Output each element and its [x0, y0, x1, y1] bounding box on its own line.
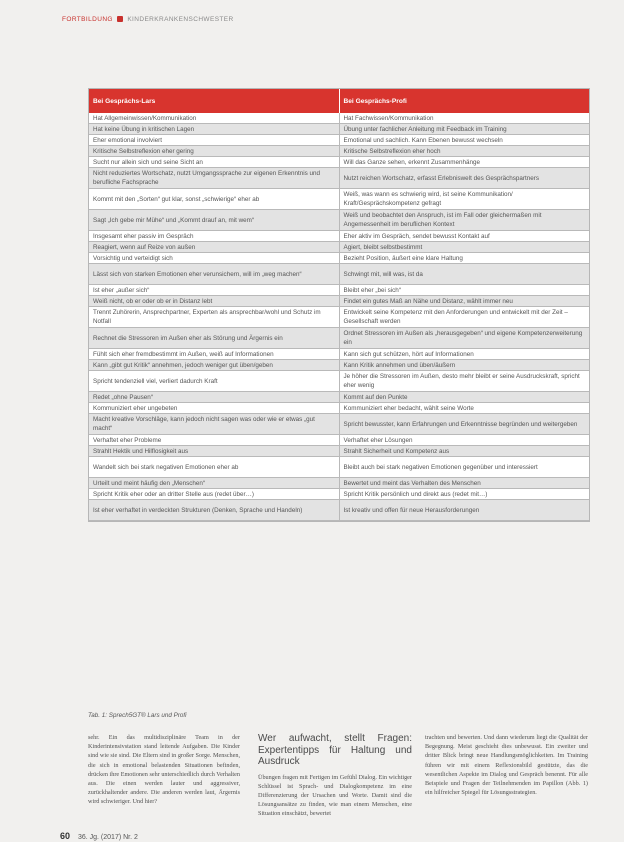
cell-lars: Hat keine Übung in kritischen Lagen	[89, 124, 339, 135]
table-row	[89, 489, 589, 500]
cell-profi: Kann sich gut schützen, hört auf Informationen	[339, 349, 589, 360]
cell-lars: Fühlt sich eher fremdbestimmt im Außen, weiß auf Informationen	[89, 349, 339, 360]
cell-profi: Nutzt reichen Wortschatz, erfasst Erlebniswelt des Gesprächspartners	[339, 168, 589, 189]
cell-lars: Nicht reduziertes Wortschatz, nutzt Umgangssprache zur eigenen Erkenntnis und berufliche Fachsprache	[89, 168, 339, 189]
header-journal: KINDERKRANKENSCHWESTER	[127, 16, 234, 23]
page-footer	[60, 831, 138, 841]
cell-profi: Strahlt Sicherheit und Kompetenz aus	[339, 446, 589, 457]
cell-lars: Weiß nicht, ob er oder ob er in Distanz lebt	[89, 296, 339, 307]
cell-profi: Schwingt mit, will was, ist da	[339, 264, 589, 285]
cell-lars: Ist eher „außer sich“	[89, 285, 339, 296]
page-number: 60	[60, 831, 71, 841]
cell-profi: Bleibt auch bei stark negativen Emotionen gegenüber und interessiert	[339, 457, 589, 478]
cell-profi: Findet ein gutes Maß an Nähe und Distanz, wählt immer neu	[339, 296, 589, 307]
cell-profi: Weiß, was wann es schwierig wird, ist seine Kommunikation/ Kraft/Gesprächskompetenz gefragt	[339, 189, 589, 210]
cell-lars: Spricht tendenziell viel, verliert dadurch Kraft	[89, 371, 339, 392]
cell-lars: Kritische Selbstreflexion eher gering	[89, 146, 339, 157]
comparison-table	[88, 88, 590, 522]
cell-lars: Sagt „Ich gebe mir Mühe“ und „Kommt drauf an, mit wem“	[89, 210, 339, 231]
body-column-2-text: Übungen fragen mit Fertigen im Gefühl Dialog. Ein wichtiger Schlüssel ist Sprach- und Dialogkompetenz im eine Differenzierung der Ursachen und Worte. Damit sind die Lösungsansätze zu finden, wie man einem Menschen, eine Situation einschätzt, bewertet	[258, 773, 412, 818]
table-row	[89, 403, 589, 414]
running-header	[62, 16, 234, 23]
table-row	[89, 253, 589, 264]
body-column-2	[258, 733, 412, 819]
cell-profi: Verhaftet eher Lösungen	[339, 435, 589, 446]
table-row	[89, 307, 589, 328]
cell-lars: Wandelt sich bei stark negativen Emotionen eher ab	[89, 457, 339, 478]
cell-profi: Kommt auf den Punkte	[339, 392, 589, 403]
table-row	[89, 435, 589, 446]
table-row	[89, 124, 589, 135]
cell-lars: Kommuniziert eher ungebeten	[89, 403, 339, 414]
logo-icon	[117, 16, 123, 22]
table-row	[89, 457, 589, 478]
cell-lars: Insgesamt eher passiv im Gespräch	[89, 231, 339, 242]
cell-lars: Eher emotional involviert	[89, 135, 339, 146]
cell-profi: Spricht Kritik persönlich und direkt aus (redet mit…)	[339, 489, 589, 500]
table-row	[89, 500, 589, 521]
table-row	[89, 113, 589, 124]
cell-lars: Trennt Zuhörerin, Ansprechpartner, Experten als ansprechbar/wohl und Schutz im Notfall	[89, 307, 339, 328]
cell-profi: Bezieht Position, äußert eine klare Haltung	[339, 253, 589, 264]
cell-profi: Kritische Selbstreflexion eher hoch	[339, 146, 589, 157]
cell-profi: Will das Ganze sehen, erkennt Zusammenhänge	[339, 157, 589, 168]
cell-lars: Kommt mit den „Sorten“ gut klar, sonst „schwierige“ eher ab	[89, 189, 339, 210]
cell-profi: Übung unter fachlicher Anleitung mit Feedback im Training	[339, 124, 589, 135]
column-header: Bei Gesprächs-Profi	[339, 89, 589, 113]
cell-lars: Redet „ohne Pausen“	[89, 392, 339, 403]
cell-lars: Reagiert, wenn auf Reize von außen	[89, 242, 339, 253]
table-row	[89, 135, 589, 146]
cell-lars: Lässt sich von starken Emotionen eher verunsichern, will im „weg machen“	[89, 264, 339, 285]
cell-lars: Spricht Kritik eher oder an dritter Stelle aus (redet über…)	[89, 489, 339, 500]
body-column-1: sehr. Ein das multidisziplinäre Team in der Kinderintensivstation stand leitende Aufgaben. Die Kinder sind wie sie sind. Die Eltern sind in großer Sorge. Menschen, die sich in emotional belastenden Situationen befinden, drücken ihre Emotionen sehr unterschiedlich durch Verhalten aus. Die einen werden lauter und aggressiver, zurückhaltender andere. Die anderen werden laut, Ärgernis wird schwieriger. Und hier?	[88, 734, 240, 806]
cell-lars: Urteilt und meint häufig den „Menschen“	[89, 478, 339, 489]
cell-profi: Spricht bewusster, kann Erfahrungen und Erkenntnisse begründen und weitergeben	[339, 414, 589, 435]
cell-profi: Bleibt eher „bei sich“	[339, 285, 589, 296]
table-row	[89, 349, 589, 360]
cell-lars: Hat Allgemeinwissen/Kommunikation	[89, 113, 339, 124]
cell-profi: Hat Fachwissen/Kommunikation	[339, 113, 589, 124]
table-row	[89, 328, 589, 349]
cell-profi: Agiert, bleibt selbstbestimmt	[339, 242, 589, 253]
cell-profi: Emotional und sachlich. Kann Ebenen bewusst wechseln	[339, 135, 589, 146]
table-caption: Tab. 1: Sprech5GT® Lars und Profi	[88, 712, 187, 719]
table-header-row	[89, 89, 589, 113]
cell-profi: Kann Kritik annehmen und üben/äußern	[339, 360, 589, 371]
cell-profi: Kommuniziert eher bedacht, wählt seine Worte	[339, 403, 589, 414]
table-row	[89, 189, 589, 210]
cell-profi: Eher aktiv im Gespräch, sendet bewusst Kontakt auf	[339, 231, 589, 242]
cell-lars: Verhaftet eher Probleme	[89, 435, 339, 446]
body-column-3: trachten und bewerten. Und dann wiederum liegt die Qualität der Begegnung. Meist geschieht dies unbewusst. Ein zweiter und dritter Blick bringt neue Handlungsmöglichkeiten. Im Training führen wir mit einem Reflexionsbild gestützte, das die wesentlichen Aspekte im Dialog und Gespräch benennt. Für alle Beispiele und Fragen der Teilnehmenden im Papillon (Abb. 1) ein hilfreicher Spiegel für Lösungsstrategien.	[425, 734, 588, 797]
section-heading: Wer aufwacht, stellt Fragen: Expertentipps für Haltung und Ausdruck	[258, 733, 412, 767]
cell-lars: Ist eher verhaftet in verdeckten Strukturen (Denken, Sprache und Handeln)	[89, 500, 339, 521]
table-row	[89, 231, 589, 242]
table-row	[89, 392, 589, 403]
cell-lars: Kann „gibt gut Kritik“ annehmen, jedoch weniger gut üben/geben	[89, 360, 339, 371]
table-row	[89, 285, 589, 296]
cell-lars: Vorsichtig und verteidigt sich	[89, 253, 339, 264]
cell-profi: Entwickelt seine Kompetenz mit den Anforderungen und entwickelt mit der Zeit – Gesellschaft werden	[339, 307, 589, 328]
table-row	[89, 296, 589, 307]
table-body	[89, 113, 589, 521]
table-row	[89, 168, 589, 189]
column-header: Bei Gesprächs-Lars	[89, 89, 339, 113]
table-row	[89, 242, 589, 253]
cell-profi: Je höher die Stressoren im Außen, desto mehr bleibt er seine Ausdruckskraft, spricht eher wenig	[339, 371, 589, 392]
cell-profi: Ist kreativ und offen für neue Herausforderungen	[339, 500, 589, 521]
cell-lars: Rechnet die Stressoren im Außen eher als Störung und Ärgernis ein	[89, 328, 339, 349]
cell-profi: Weiß und beobachtet den Anspruch, ist im Fall oder gleichermaßen mit Angemessenheit im beruflichen Kontext	[339, 210, 589, 231]
cell-lars: Macht kreative Vorschläge, kann jedoch nicht sagen was oder wie er etwas „gut macht“	[89, 414, 339, 435]
cell-profi: Bewertet und meint das Verhalten des Menschen	[339, 478, 589, 489]
table-row	[89, 146, 589, 157]
header-section: FORTBILDUNG	[62, 16, 113, 23]
table-row	[89, 210, 589, 231]
cell-lars: Strahlt Hektik und Hilflosigkeit aus	[89, 446, 339, 457]
table-row	[89, 446, 589, 457]
issue-info: 36. Jg. (2017) Nr. 2	[77, 834, 138, 841]
cell-profi: Ordnet Stressoren im Außen als „herausgegeben“ und eigene Kompetenzerweiterung ein	[339, 328, 589, 349]
table-row	[89, 360, 589, 371]
table-row	[89, 264, 589, 285]
table-row	[89, 371, 589, 392]
cell-lars: Sucht nur allein sich und seine Sicht an	[89, 157, 339, 168]
table-row	[89, 414, 589, 435]
table-row	[89, 157, 589, 168]
table-row	[89, 478, 589, 489]
